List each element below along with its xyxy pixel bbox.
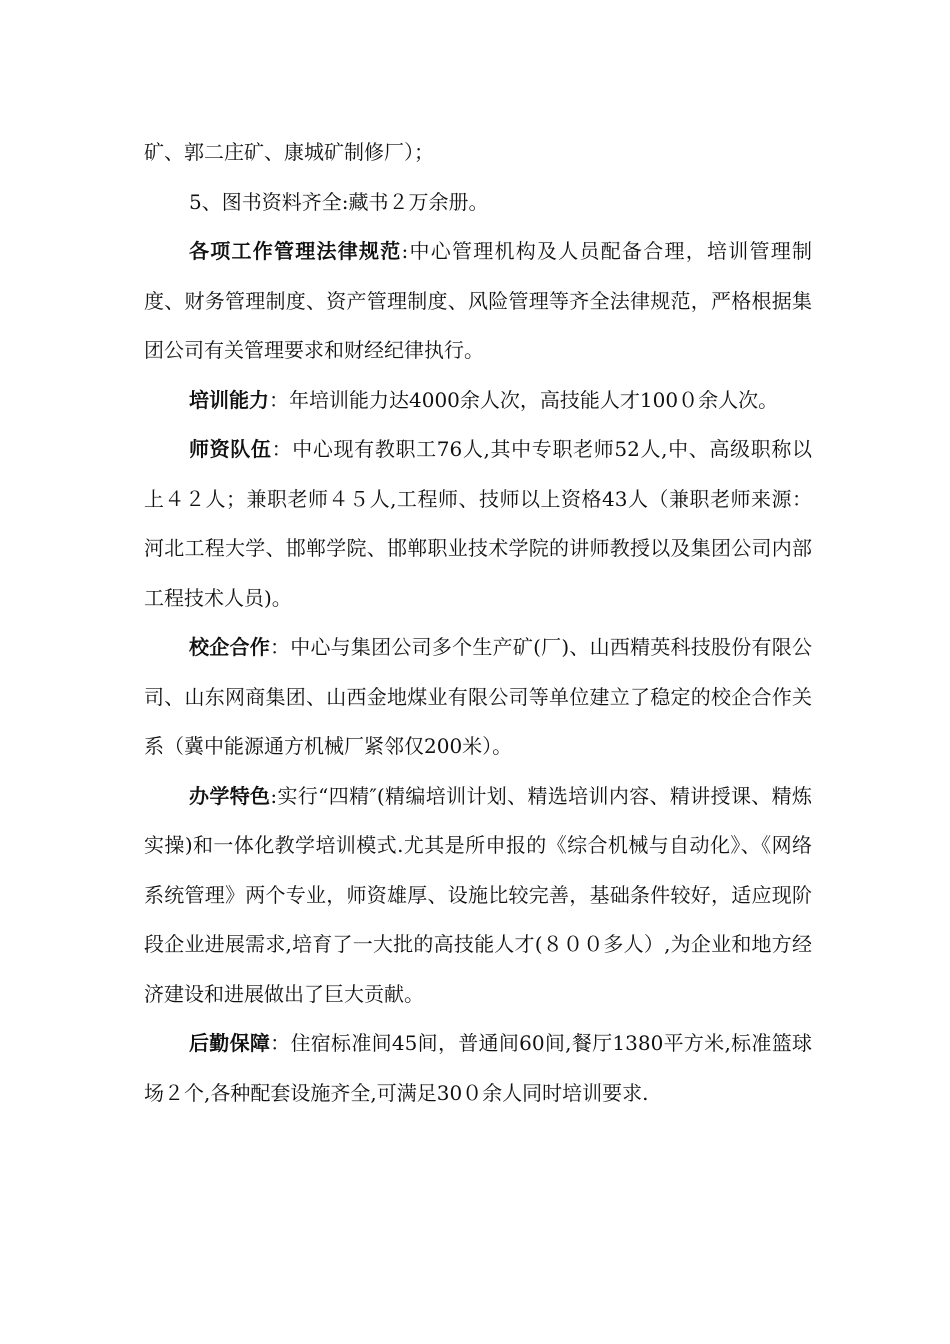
paragraph-heading: 办学特色 [189,783,271,808]
paragraph-continuation [144,128,812,178]
paragraph-text: 5、图书资料齐全:藏书２万余册。 [189,189,489,214]
paragraph-training-capacity [144,376,812,426]
paragraph-text: ：年培训能力达4000余人次，高技能人才100０余人次。 [269,387,779,412]
paragraph-management [144,227,812,376]
paragraph-heading: 师资队伍 [189,437,272,461]
paragraph-text: ：中心与集团公司多个生产矿(厂)、山西精英科技股份有限公司、山东网商集团、山西金地煤业有限公司等单位建立了稳定的校企合作关系（冀中能源通方机械厂紧邻仅200米）。 [144,635,813,758]
paragraph-faculty [144,425,812,623]
paragraph-logistics [144,1019,812,1118]
paragraph-heading: 校企合作 [189,635,270,659]
paragraph-text: :实行“四精″(精编培训计划、精选培训内容、精讲授课、精炼实操)和一体化教学培训模式.尤其是所申报的《综合机械与自动化》、《网络系统管理》两个专业，师资雄厚、设施比较完善，基础条件较好，适应现阶段企业进展需求,培育了一大批的高技能人才(８００多人）,为企业和地方经济建设和进展做出了巨大贡献。 [144,783,812,1006]
paragraph-text: ：住宿标准间45间，普通间60间,餐厅1380平方米,标准篮球场２个,各种配套设施齐全,可满足30０余人同时培训要求. [144,1031,812,1105]
document-body [144,128,812,1118]
paragraph-features [144,772,812,1020]
paragraph-heading: 各项工作管理法律规范 [189,239,402,263]
paragraph-text: 矿、郭二庄矿、康城矿制修厂）； [144,140,434,164]
paragraph-library [144,178,812,228]
paragraph-text: :中心管理机构及人员配备合理，培训管理制度、财务管理制度、资产管理制度、风险管理等齐全法律规范，严格根据集团公司有关管理要求和财经纪律执行。 [144,239,812,362]
paragraph-heading: 后勤保障 [189,1031,271,1055]
paragraph-text: ：中心现有教职工76人,其中专职老师52人,中、高级职称以上４２人；兼职老师４５人,工程师、技师以上资格43人（兼职老师来源：河北工程大学、邯郸学院、邯郸职业技术学院的讲师教授以及集团公司内部工程技术人员)。 [144,437,812,610]
paragraph-heading: 培训能力 [189,387,269,412]
paragraph-cooperation [144,623,812,772]
